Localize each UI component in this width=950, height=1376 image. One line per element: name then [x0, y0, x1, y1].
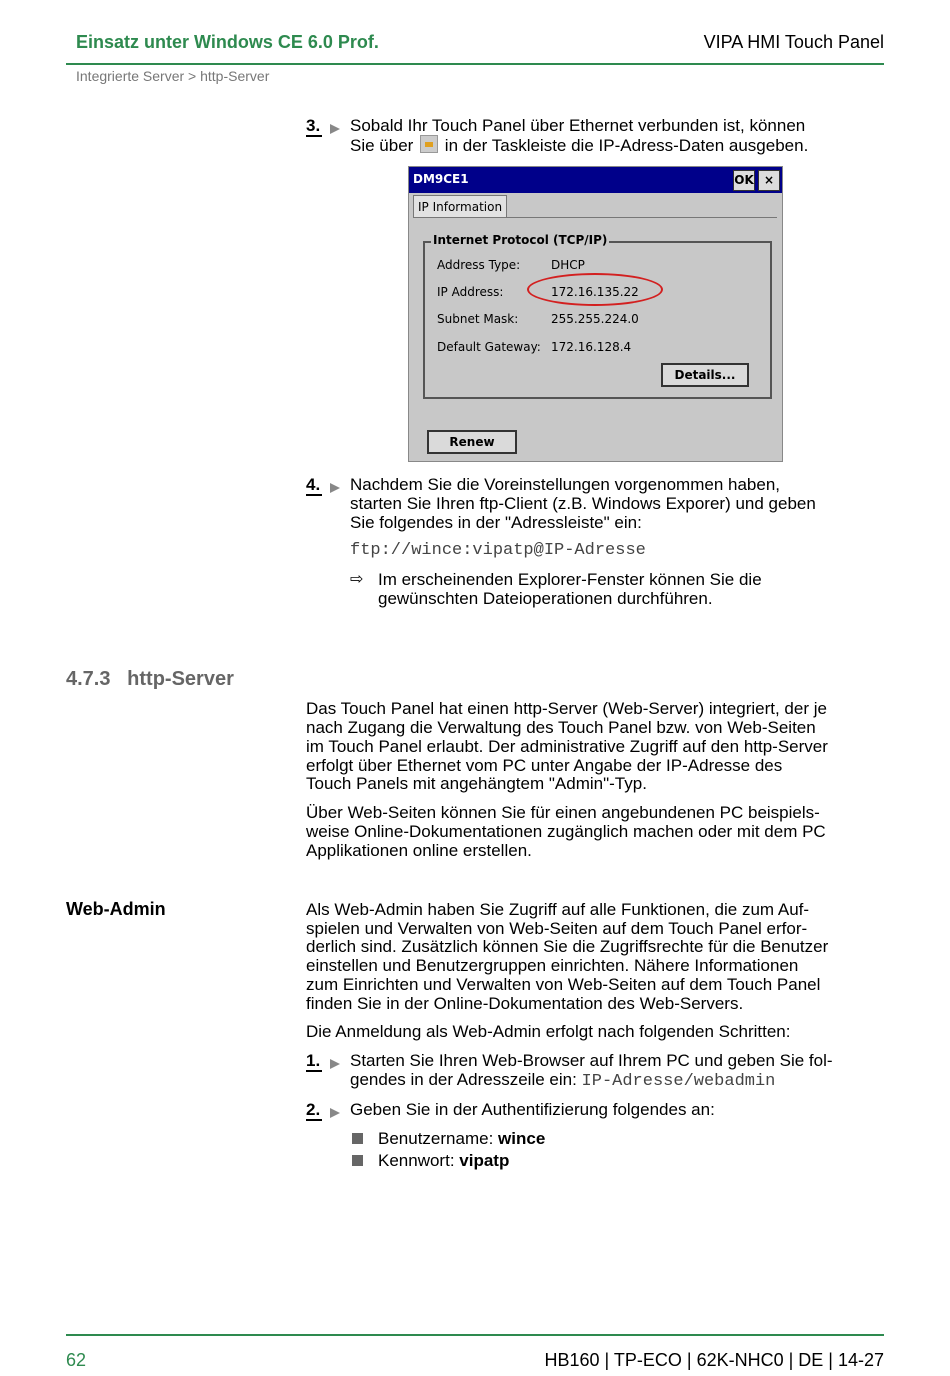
bullet-square-icon [352, 1155, 363, 1166]
text-line: Über Web-Seiten können Sie für einen angebundenen PC beispiels- [306, 803, 820, 822]
step-number: 1. [306, 1051, 321, 1070]
text-line: erfolgt über Ethernet vom PC unter Angabe der IP-Adresse des [306, 756, 783, 775]
details-button[interactable]: Details... [661, 363, 749, 387]
step-number: 3. [306, 116, 321, 135]
login-intro: Die Anmeldung als Web-Admin erfolgt nach folgenden Schritten: [306, 1022, 791, 1041]
renew-button[interactable]: Renew [427, 430, 517, 454]
group-title: Internet Protocol (TCP/IP) [433, 233, 608, 247]
step-4-line: Nachdem Sie die Voreinstellungen vorgenommen haben, [350, 475, 780, 494]
breadcrumb: Integrierte Server > http-Server [76, 68, 270, 84]
chapter-title: Einsatz unter Windows CE 6.0 Prof. [76, 32, 379, 52]
ip-information-dialog [408, 166, 783, 462]
text-line: derlich sind. Zusätzlich können Sie die Zugriffsrechte für die Benutzer [306, 937, 829, 956]
step-3-line-2: Sie über in der Taskleiste die IP-Adress-Daten ausgeben. [350, 136, 809, 155]
header-rule [66, 63, 884, 65]
result-line: Im erscheinenden Explorer-Fenster können Sie die [378, 570, 762, 589]
step-arrow-icon [330, 1059, 340, 1069]
field-value: 172.16.128.4 [551, 340, 632, 354]
result-line: gewünschten Dateioperationen durchführen. [378, 589, 713, 608]
bullet-square-icon [352, 1133, 363, 1144]
text-line: Starten Sie Ihren Web-Browser auf Ihrem PC und geben Sie fol- [350, 1051, 833, 1070]
tab-ip-information[interactable]: IP Information [413, 195, 507, 217]
dialog-titlebar [409, 167, 782, 193]
field-value: 255.255.224.0 [551, 312, 639, 326]
ip-address-value: 172.16.135.22 [551, 285, 639, 299]
dialog-title: DM9CE1 [413, 172, 469, 186]
credential-username: Benutzername: wince [378, 1129, 546, 1148]
step-arrow-icon [330, 483, 340, 493]
text-line: einstellen und Benutzergruppen einrichten. Nähere Informationen [306, 956, 799, 975]
step-4-line: starten Sie Ihren ftp-Client (z.B. Windows Exporer) und geben [350, 494, 816, 513]
ok-button[interactable]: OK [733, 170, 755, 191]
text-line: Applikationen online erstellen. [306, 841, 532, 860]
text-line: im Touch Panel erlaubt. Der administrative Zugriff auf den http-Server [306, 737, 828, 756]
text-line: Das Touch Panel hat einen http-Server (Web-Server) integriert, der je [306, 699, 827, 718]
network-tray-icon [420, 135, 438, 153]
text-line: finden Sie in der Online-Dokumentation des Web-Servers. [306, 994, 744, 1013]
step-4-line: Sie folgendes in der "Adressleiste" ein: [350, 513, 642, 532]
text-line: weise Online-Dokumentationen zugänglich machen oder mit dem PC [306, 822, 826, 841]
page-number: 62 [66, 1350, 87, 1370]
document-id: HB160 | TP-ECO | 62K-NHC0 | DE | 14-27 [544, 1350, 884, 1370]
step-number: 4. [306, 475, 321, 494]
close-icon[interactable]: × [758, 170, 780, 191]
credential-password: Kennwort: vipatp [378, 1151, 510, 1170]
webadmin-url: IP-Adresse/webadmin [581, 1072, 776, 1091]
field-label: IP Address: [437, 285, 504, 299]
result-arrow-icon: ⇨ [350, 571, 364, 588]
text-line: nach Zugang die Verwaltung des Touch Panel bzw. von Web-Seiten [306, 718, 816, 737]
text-line: spielen und Verwalten von Web-Seiten auf dem Touch Panel erfor- [306, 919, 808, 938]
step-number: 2. [306, 1100, 321, 1119]
field-label: Address Type: [437, 258, 521, 272]
ftp-url: ftp://wince:vipatp@IP-Adresse [350, 541, 646, 560]
step-arrow-icon [330, 124, 340, 134]
field-label: Subnet Mask: [437, 312, 519, 326]
text-line: Touch Panels mit angehängtem "Admin"-Typ. [306, 774, 647, 793]
step-arrow-icon [330, 1108, 340, 1118]
field-value: DHCP [551, 258, 585, 272]
product-name: VIPA HMI Touch Panel [703, 32, 884, 52]
text-line: Als Web-Admin haben Sie Zugriff auf alle Funktionen, die zum Auf- [306, 900, 810, 919]
step-3-line-1: Sobald Ihr Touch Panel über Ethernet verbunden ist, können [350, 116, 806, 135]
section-heading: 4.7.3 http-Server [66, 668, 234, 690]
text-line: Geben Sie in der Authentifizierung folgendes an: [350, 1100, 715, 1119]
highlight-ellipse [527, 273, 663, 306]
side-heading-web-admin: Web-Admin [66, 899, 166, 919]
text-line: gendes in der Adresszeile ein: IP-Adresse/webadmin [350, 1070, 776, 1091]
footer-rule [66, 1334, 884, 1336]
text-line: zum Einrichten und Verwalten von Web-Seiten auf dem Touch Panel [306, 975, 821, 994]
field-label: Default Gateway: [437, 340, 541, 354]
